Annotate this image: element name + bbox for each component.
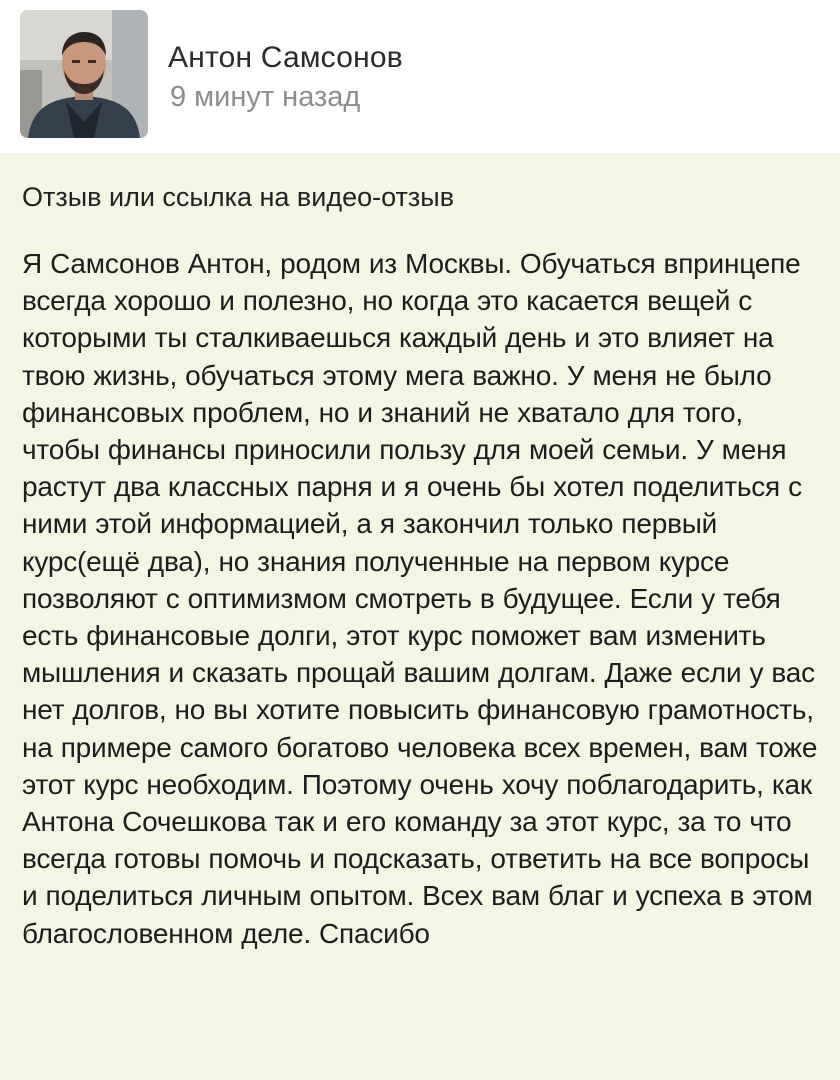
post-content bbox=[0, 153, 840, 1080]
author-name[interactable]: Антон Самсонов bbox=[168, 41, 403, 74]
review-text: Я Самсонов Антон, родом из Москвы. Обучаться впринцепе всегда хорошо и полезно, но когда это касается вещей с которыми ты сталкиваешься каждый день и это влияет на твою жизнь, обучаться этому мега важно. У меня не было финансовых проблем, но и знаний не хватало для того, чтобы финансы приносили пользу для моей семьи. У меня растут два классных парня и я очень бы хотел поделиться с ними этой информацией, а я закончил только первый курс(ещё два), но знания полученные на первом курсе позволяют с оптимизмом смотреть в будущее. Если у тебя есть финансовые долги, этот курс поможет вам изменить мышления и сказать прощай вашим долгам. Даже если у вас нет долгов, но вы хотите повысить финансовую грамотность, на примере самого богатово человека всех времен, вам тоже этот курс необходим. Поэтому очень хочу поблагодарить, как Антона Сочешкова так и его команду за этот курс, за то что всегда готовы помочь и подсказать, ответить на все вопросы и поделиться личным опытом. Всех вам благ и успеха в этом благословенном деле. Спасибо bbox=[22, 248, 818, 949]
user-photo-icon bbox=[20, 10, 148, 138]
form-field-title: Отзыв или ссылка на видео-отзыв bbox=[22, 182, 455, 212]
post-timestamp: 9 минут назад bbox=[170, 81, 361, 113]
avatar[interactable] bbox=[20, 10, 148, 138]
post-header bbox=[0, 0, 840, 153]
